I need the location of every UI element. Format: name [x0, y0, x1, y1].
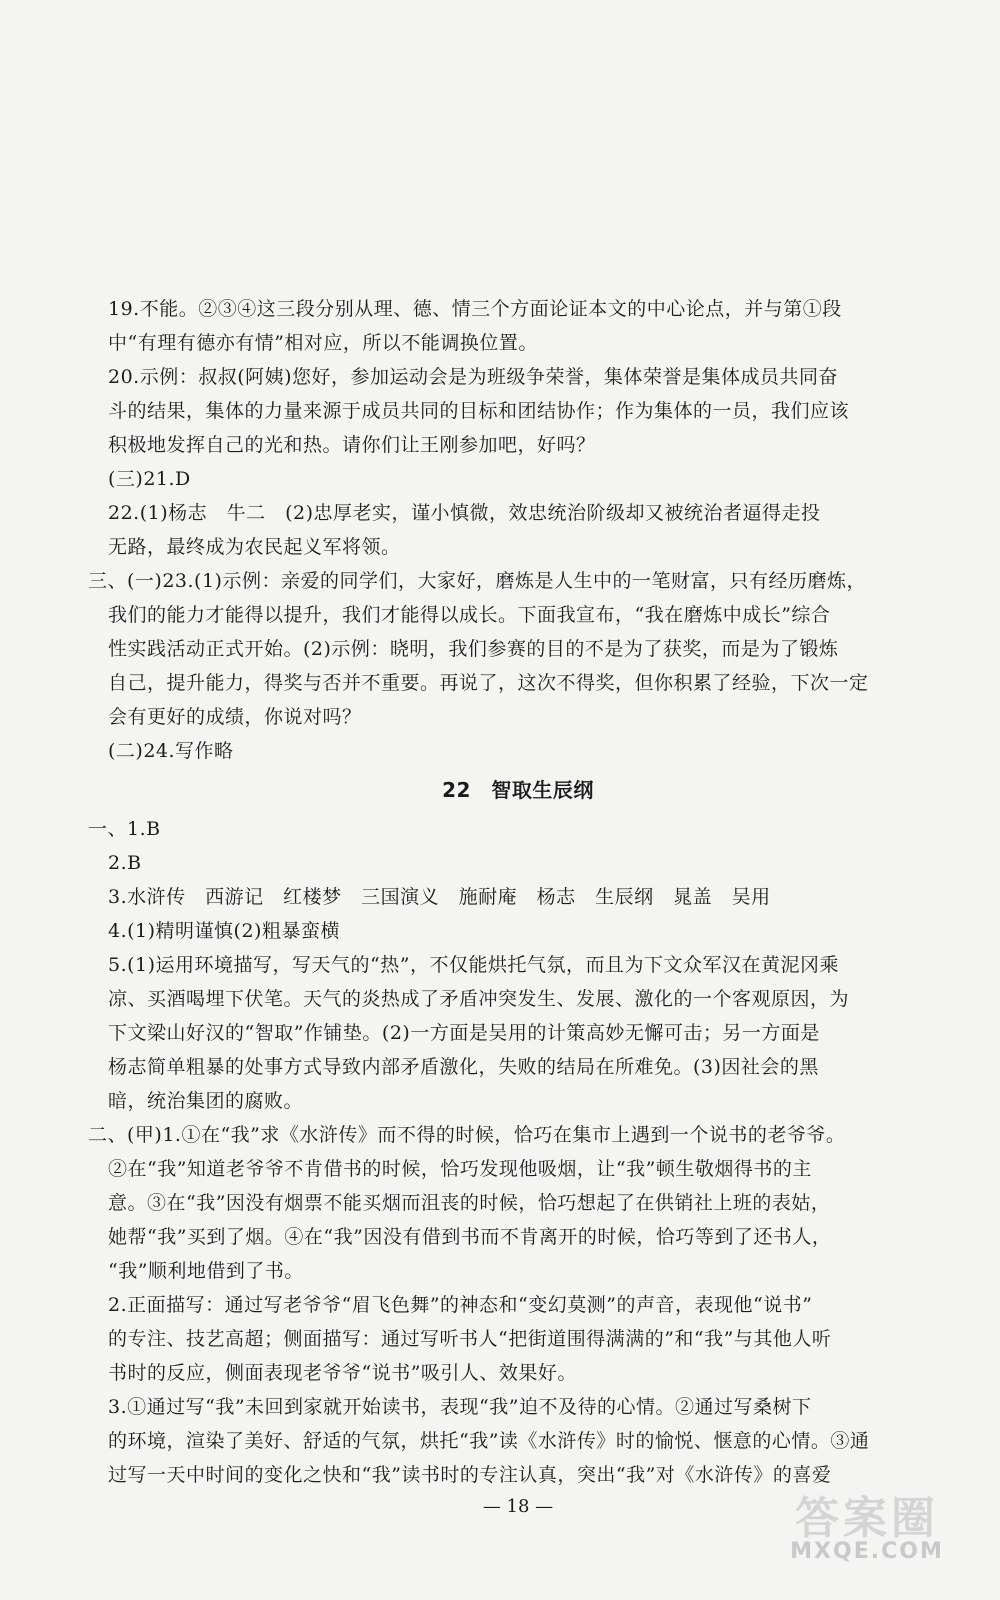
section-title: 22 智取生辰纲 — [442, 778, 594, 802]
text-line: 3.①通过写“我”未回到家就开始读书，表现“我”迫不及待的心情。②通过写桑树下 — [108, 1396, 812, 1418]
text-line: 一、1.B — [88, 818, 161, 840]
text-line: 杨志简单粗暴的处事方式导致内部矛盾激化，失败的结局在所难免。(3)因社会的黑 — [108, 1056, 819, 1078]
text-line: 中“有理有德亦有情”相对应，所以不能调换位置。 — [108, 332, 538, 354]
text-line: 19.不能。②③④这三段分别从理、德、情三个方面论证本文的中心论点，并与第①段 — [108, 298, 842, 320]
text-line: 暗，统治集团的腐败。 — [108, 1090, 304, 1112]
text-line: (三)21.D — [108, 468, 191, 490]
text-line: 会有更好的成绩，你说对吗？ — [108, 706, 362, 728]
text-line: 2.B — [108, 852, 142, 874]
text-line: 积极地发挥自己的光和热。请你们让王刚参加吧，好吗？ — [108, 434, 596, 456]
text-line: 我们的能力才能得以提升，我们才能得以成长。下面我宣布，“我在磨炼中成长”综合 — [108, 604, 831, 626]
watermark-logo-text: 答案圈 — [795, 1493, 939, 1544]
answer-block-1 — [88, 292, 948, 768]
text-line: 过写一天中时间的变化之快和“我”读书时的专注认真，突出“我”对《水浒传》的喜爱 — [108, 1464, 832, 1486]
page-number: — 18 — — [482, 1496, 554, 1517]
text-line: 3.水浒传 西游记 红楼梦 三国演义 施耐庵 杨志 生辰纲 晁盖 吴用 — [108, 886, 771, 908]
text-line: 三、(一)23.(1)示例：亲爱的同学们，大家好，磨炼是人生中的一笔财富，只有经历磨炼， — [88, 570, 866, 592]
text-line: 2.正面描写：通过写老爷爷“眉飞色舞”的神态和“变幻莫测”的声音，表现他“说书” — [108, 1294, 813, 1316]
text-line: 无路，最终成为农民起义军将领。 — [108, 536, 401, 558]
text-line: 斗的结果，集体的力量来源于成员共同的目标和团结协作；作为集体的一员，我们应该 — [108, 400, 850, 422]
text-line: (二)24.写作略 — [108, 740, 234, 762]
watermark-logo — [752, 1482, 982, 1572]
text-line: 的环境，渲染了美好、舒适的气氛，烘托“我”读《水浒传》时的愉悦、惬意的心情。③通 — [108, 1430, 870, 1452]
text-line: ②在“我”知道老爷爷不肯借书的时候，恰巧发现他吸烟，让“我”顿生敬烟得书的主 — [108, 1158, 812, 1180]
text-line: 意。③在“我”因没有烟票不能买烟而沮丧的时候，恰巧想起了在供销社上班的表姑， — [108, 1192, 831, 1214]
text-line: 下文梁山好汉的“智取”作铺垫。(2)一方面是吴用的计策高妙无懈可击；另一方面是 — [108, 1022, 820, 1044]
text-line: 性实践活动正式开始。(2)示例：晓明，我们参赛的目的不是为了获奖，而是为了锻炼 — [108, 638, 839, 660]
text-line: 二、(甲)1.①在“我”求《水浒传》而不得的时候，恰巧在集市上遇到一个说书的老爷爷。 — [88, 1124, 846, 1146]
text-line: 书时的反应，侧面表现老爷爷“说书”吸引人、效果好。 — [108, 1362, 577, 1384]
answer-block-2 — [88, 812, 948, 1492]
text-line: “我”顺利地借到了书。 — [108, 1260, 304, 1282]
text-line: 她帮“我”买到了烟。④在“我”因没有借到书而不肯离开的时候，恰巧等到了还书人， — [108, 1226, 832, 1248]
watermark-site-text: MXQE.COM — [790, 1539, 944, 1564]
text-line: 的专注、技艺高超；侧面描写：通过写听书人“把街道围得满满的”和“我”与其他人听 — [108, 1328, 832, 1350]
text-line: 22.(1)杨志 牛二 (2)忠厚老实，谨小慎微，效忠统治阶级却又被统治者逼得走投 — [108, 502, 821, 524]
text-line: 5.(1)运用环境描写，写天气的“热”，不仅能烘托气氛，而且为下文众军汉在黄泥冈乘 — [108, 954, 839, 976]
text-line: 凉、买酒喝埋下伏笔。天气的炎热成了矛盾冲突发生、发展、激化的一个客观原因，为 — [108, 988, 850, 1010]
text-line: 自己，提升能力，得奖与否并不重要。再说了，这次不得奖，但你积累了经验，下次一定 — [108, 672, 869, 694]
text-line: 4.(1)精明谨慎(2)粗暴蛮横 — [108, 920, 340, 942]
text-line: 20.示例：叔叔(阿姨)您好，参加运动会是为班级争荣誉，集体荣誉是集体成员共同奋 — [108, 366, 839, 388]
answer-text — [88, 292, 948, 1492]
